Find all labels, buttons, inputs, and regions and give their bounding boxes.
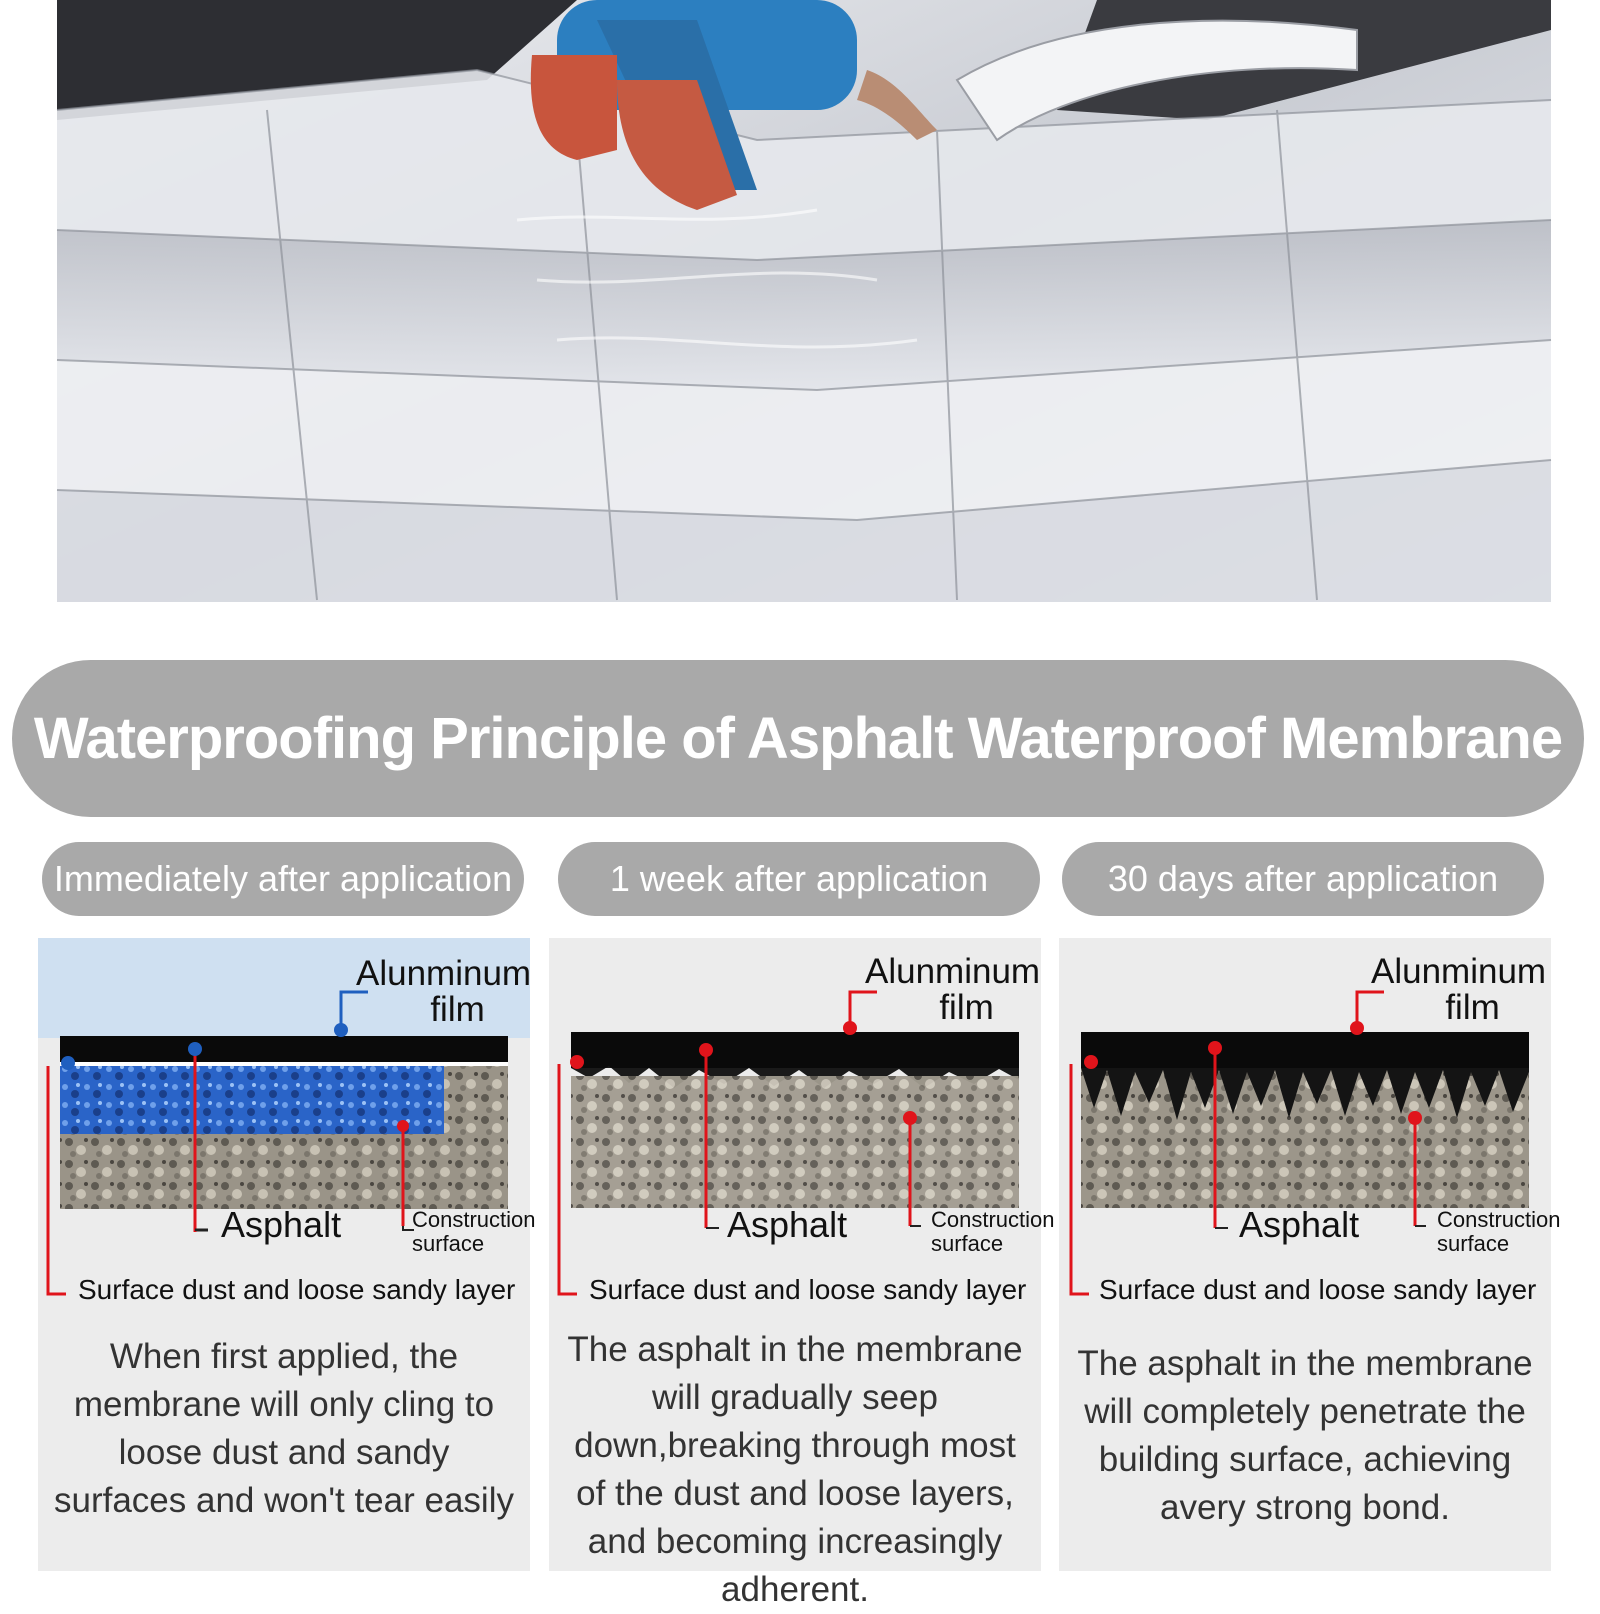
title-banner xyxy=(12,660,1584,817)
stage-panel-1-week xyxy=(549,938,1055,1609)
dust-layer-label: Surface dust and loose sandy layer xyxy=(78,1274,516,1305)
roof-photo-illustration xyxy=(57,0,1551,602)
construction-surface-label: Construction surface xyxy=(412,1207,536,1256)
construction-surface-label: Construction surface xyxy=(931,1207,1055,1256)
asphalt-label: Asphalt xyxy=(221,1204,342,1245)
film-label: Alunminum film xyxy=(865,952,1041,1027)
stage-description: The asphalt in the membrane will completely penetrate the building surface, achieving avery strong bond. xyxy=(1077,1344,1533,1527)
stage-panel-30-days xyxy=(1059,938,1561,1571)
page-title: Waterproofing Principle of Asphalt Waterproof Membrane xyxy=(33,706,1563,771)
film-label: Alunminum film xyxy=(1371,952,1547,1027)
roof-photo xyxy=(57,0,1551,602)
asphalt-label: Asphalt xyxy=(727,1204,848,1245)
dust-layer-label: Surface dust and loose sandy layer xyxy=(1099,1274,1537,1305)
asphalt-label: Asphalt xyxy=(1239,1204,1360,1245)
stage-description: When first applied, the membrane will only cling to loose dust and sandy surfaces and won't tear easily xyxy=(54,1337,514,1520)
film-label: Alunminum film xyxy=(356,954,532,1029)
dust-layer-label: Surface dust and loose sandy layer xyxy=(589,1274,1027,1305)
stage-description: The asphalt in the membrane will gradually seep down,breaking through most of the dust and loose layers, and becoming increasingly adherent. xyxy=(567,1330,1023,1609)
stage-label-1-week: 1 week after application xyxy=(558,842,1040,916)
stage-panel-immediately xyxy=(38,938,536,1571)
construction-surface-label: Construction surface xyxy=(1437,1207,1561,1256)
stage-label-30-days: 30 days after application xyxy=(1062,842,1544,916)
stage-label-immediately: Immediately after application xyxy=(42,842,524,916)
